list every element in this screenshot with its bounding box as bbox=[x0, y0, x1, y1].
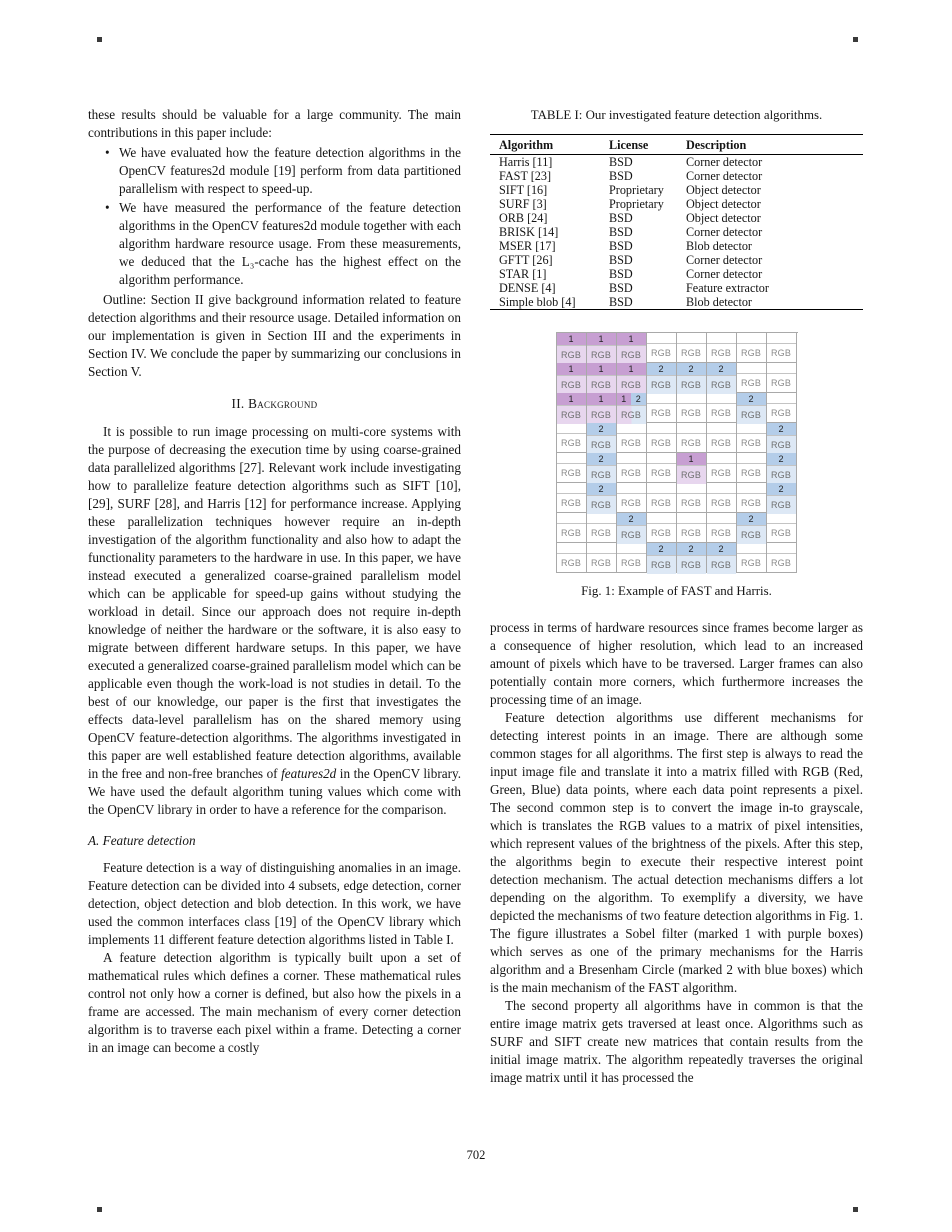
pixel-marker-empty bbox=[647, 393, 676, 404]
table-row bbox=[490, 169, 863, 183]
pixel-cell bbox=[617, 363, 647, 393]
pixel-marker-empty bbox=[677, 483, 706, 494]
pixel-rgb-label: RGB bbox=[587, 346, 616, 364]
pixel-rgb-label: RGB bbox=[710, 408, 732, 418]
pixel-marker-empty bbox=[557, 453, 586, 464]
pixel-marker-empty bbox=[707, 333, 736, 344]
pixel-rgb-label: RGB bbox=[647, 556, 676, 574]
pixel-rgb-label: RGB bbox=[740, 498, 762, 508]
pixel-cell bbox=[587, 483, 617, 513]
pixel-rgb-label: RGB bbox=[557, 376, 586, 394]
pixel-rgb-label: RGB bbox=[770, 558, 792, 568]
pixel-cell bbox=[707, 483, 737, 513]
pixel-cell bbox=[767, 363, 797, 393]
pixel-cell bbox=[557, 423, 587, 453]
pixel-marker: 1 bbox=[557, 333, 586, 346]
pixel-cell bbox=[677, 333, 707, 363]
pixel-marker: 1 bbox=[587, 363, 616, 376]
pixel-cell bbox=[737, 333, 767, 363]
table-cell: MSER [17] bbox=[499, 239, 556, 253]
pixel-marker-empty bbox=[647, 483, 676, 494]
pixel-cell bbox=[617, 453, 647, 483]
pixel-rgb-label: RGB bbox=[740, 348, 762, 358]
pixel-cell bbox=[647, 453, 677, 483]
pixel-rgb-label: RGB bbox=[740, 468, 762, 478]
pixel-marker-empty bbox=[647, 453, 676, 464]
pixel-marker: 2 bbox=[587, 453, 616, 466]
pixel-marker: 1 bbox=[617, 363, 646, 376]
table-header-row bbox=[490, 135, 863, 155]
subsection-heading-feature-detection: A. Feature detection bbox=[88, 833, 196, 848]
pixel-marker: 2 bbox=[737, 513, 766, 526]
table-cell: BSD bbox=[609, 225, 633, 239]
algorithms-table bbox=[490, 134, 863, 310]
pixel-rgb-label: RGB bbox=[620, 438, 642, 448]
left-column bbox=[88, 106, 461, 1087]
pixel-rgb-label: RGB bbox=[710, 438, 732, 448]
continuation-paragraph: these results should be valuable for a large community. The main contributions in this paper include: bbox=[88, 107, 461, 140]
pixel-marker: 1 bbox=[677, 453, 706, 466]
pixel-cell bbox=[647, 363, 677, 393]
pixel-rgb-label: RGB bbox=[770, 408, 792, 418]
table-cell: Object detector bbox=[686, 197, 761, 211]
pixel-rgb-label: RGB bbox=[737, 526, 766, 544]
pixel-cell bbox=[587, 333, 617, 363]
pixel-cell bbox=[587, 543, 617, 573]
pixel-cell bbox=[617, 513, 647, 543]
circle-marker: 2 bbox=[631, 393, 646, 405]
table-cell: Corner detector bbox=[686, 155, 763, 169]
features2d-italic-text: features2d bbox=[281, 766, 337, 781]
table-row bbox=[490, 211, 863, 225]
pixel-rgb-label: RGB bbox=[620, 558, 642, 568]
pixel-cell bbox=[677, 363, 707, 393]
pixel-marker: 2 bbox=[617, 513, 646, 526]
table-cell: Proprietary bbox=[609, 183, 664, 197]
pixel-cell bbox=[587, 393, 617, 423]
table-cell: BRISK [14] bbox=[499, 225, 559, 239]
traversal-paragraph: The second property all algorithms have in common is that the entire image matrix gets traversed at least once. Algorithms such as SURF and SIFT create new matrices that contain results from the initial image matrix. The algorithm repeatedly traverses the original image matrix until it has processed the bbox=[490, 998, 863, 1085]
mechanisms-paragraph: Feature detection algorithms use different mechanisms for detecting interest points in an image. There are although some common stages for all algorithms. The first step is always to read the input image file and translate it into a matrix filled with RGB (Red, Green, Blue) data points, where each data point represents a pixel. The second common step is to convert the image in-to grayscale, which is translates the RGB values to a matrix of pixel intensities, which represent values of the brightness of the pixels. After this step, the algorithms begin to execute their respective interest point detection mechanism. The actual detection mechanisms differs a lot depending on the algorithm. To exemplify a diversity, we have depicted the mechanisms of two feature detection algorithms in Fig. 1. The figure illustrates a Sobel filter (marked 1 with purple boxes) which serves as one of the primary mechanisms for the Harris algorithm and a Bresenham Circle (marked 2 with blue boxes) which is the main mechanism of the FAST algorithm. bbox=[490, 710, 863, 995]
pixel-cell bbox=[707, 543, 737, 573]
pixel-grid bbox=[556, 332, 798, 573]
pixel-cell bbox=[767, 543, 797, 573]
table-row bbox=[490, 225, 863, 239]
pixel-rgb-label: RGB bbox=[767, 496, 796, 514]
corner-mark bbox=[853, 1207, 858, 1212]
table-cell: BSD bbox=[609, 239, 633, 253]
pixel-marker: 2 bbox=[767, 423, 796, 436]
pixel-rgb-label: RGB bbox=[740, 438, 762, 448]
pixel-cell bbox=[587, 453, 617, 483]
pixel-rgb-label: RGB bbox=[560, 468, 582, 478]
pixel-rgb-label: RGB bbox=[767, 436, 796, 454]
pixel-rgb-label: RGB bbox=[677, 556, 706, 574]
pixel-rgb-label: RGB bbox=[587, 376, 616, 394]
feature-detection-paragraph-1: Feature detection is a way of distinguishing anomalies in an image. Feature detection can be divided into 4 subsets, edge detection, corner detection, object detection and blob detection. In this work, we have used the common interfaces class [19] of the OpenCV library which implements 11 different feature detection algorithms listed in Table I. bbox=[88, 860, 461, 947]
pixel-cell bbox=[557, 513, 587, 543]
table-cell: Proprietary bbox=[609, 197, 664, 211]
pixel-marker-empty bbox=[767, 363, 796, 374]
pixel-rgb-label: RGB bbox=[647, 376, 676, 394]
pixel-marker-empty bbox=[707, 423, 736, 434]
table-cell: BSD bbox=[609, 155, 633, 169]
table-cell: BSD bbox=[609, 253, 633, 267]
pixel-marker bbox=[617, 393, 646, 406]
pixel-rgb-label: RGB bbox=[770, 378, 792, 388]
pixel-rgb-label: RGB bbox=[620, 498, 642, 508]
pixel-cell bbox=[737, 513, 767, 543]
pixel-rgb-label: RGB bbox=[650, 498, 672, 508]
background-text-part1: It is possible to run image processing on multi-core systems with the purpose of decreasing the execution time by using coarse-grained data parallelized algorithms [27]. Relevant work include investigating how to parallelize feature detection algorithms such as SIFT [10], [29], SURF [28], and Harris [12] for performance increase. Applying these parallelization techniques however require an in-depth investigation of the algorithm functionality and also how to adapt the functionality parameters to the hardware in use. In this paper, we have instead executed a generalized coarse-grained parallelism model which can be applicable for speed-up gains without studying the workload in detail. Since our approach does not require in-depth knowledge of neither the hardware or the software, it is also easy to migrate between different hardware setups. In this paper, we have executed a generalized coarse-grained parallelism model which can be applicable even though the work-load is not studies in detail. To the best of our knowledge, our paper is the first that investigates the effects data-level parallelism has on the shared memory using OpenCV feature-detection algorithms. The algorithms investigated in this paper are well established feature detection algorithms, available in the free and non-free branches of bbox=[88, 424, 461, 781]
pixel-cell bbox=[737, 363, 767, 393]
pixel-cell bbox=[707, 513, 737, 543]
table-caption: TABLE I: Our investigated feature detection algorithms. bbox=[530, 108, 823, 122]
pixel-rgb-label: RGB bbox=[560, 558, 582, 568]
pixel-rgb-label: RGB bbox=[617, 406, 646, 424]
pixel-marker-empty bbox=[557, 423, 586, 434]
pixel-rgb-label: RGB bbox=[770, 528, 792, 538]
pixel-marker-empty bbox=[737, 333, 766, 344]
pixel-cell bbox=[677, 483, 707, 513]
pixel-rgb-label: RGB bbox=[617, 526, 646, 544]
pixel-marker-empty bbox=[617, 543, 646, 554]
table-cell: Object detector bbox=[686, 183, 761, 197]
pixel-marker-empty bbox=[557, 513, 586, 524]
process-paragraph: process in terms of hardware resources since frames become larger as a consequence of higher resolution, which lead to an increased amount of pixels which have to be traversed. Larger frames can also potentially contain more corners, which furthermore increases the processing time of an image. bbox=[490, 620, 863, 707]
pixel-cell bbox=[557, 543, 587, 573]
pixel-marker: 2 bbox=[767, 453, 796, 466]
pixel-cell bbox=[557, 483, 587, 513]
pixel-marker: 2 bbox=[707, 543, 736, 556]
pixel-cell bbox=[587, 423, 617, 453]
table-cell: BSD bbox=[609, 281, 633, 295]
pixel-cell bbox=[557, 453, 587, 483]
pixel-marker: 1 bbox=[557, 363, 586, 376]
pixel-cell bbox=[737, 423, 767, 453]
pixel-marker: 2 bbox=[677, 543, 706, 556]
corner-mark bbox=[97, 37, 102, 42]
table-row bbox=[490, 281, 863, 295]
pixel-cell bbox=[767, 333, 797, 363]
pixel-rgb-label: RGB bbox=[560, 438, 582, 448]
list-item: • We have measured the performance of the feature detection algorithms in the OpenCV features2d module together with each algorithm hardware resource usage. From these measurements, we deduced that the L₃-cache has the highest effect on the algorithm performance. bbox=[119, 199, 461, 289]
pixel-rgb-label: RGB bbox=[560, 528, 582, 538]
algorithms-table-body bbox=[490, 155, 863, 310]
pixel-cell bbox=[707, 363, 737, 393]
table-cell: BSD bbox=[609, 169, 633, 183]
table-cell: Corner detector bbox=[686, 253, 763, 267]
pixel-marker-empty bbox=[677, 423, 706, 434]
section-heading-background: II. Background bbox=[231, 396, 318, 411]
pixel-cell bbox=[737, 543, 767, 573]
column-header-algorithm: Algorithm bbox=[490, 135, 600, 155]
pixel-marker: 1 bbox=[557, 393, 586, 406]
pixel-cell bbox=[647, 513, 677, 543]
pixel-rgb-label: RGB bbox=[737, 406, 766, 424]
table-cell: Blob detector bbox=[686, 239, 752, 253]
table-row bbox=[490, 239, 863, 253]
two-column-layout bbox=[88, 106, 863, 1087]
pixel-cell bbox=[647, 393, 677, 423]
pixel-cell bbox=[707, 393, 737, 423]
pixel-cell bbox=[707, 423, 737, 453]
pixel-rgb-label: RGB bbox=[710, 498, 732, 508]
pixel-cell bbox=[617, 543, 647, 573]
pixel-cell bbox=[767, 423, 797, 453]
pixel-rgb-label: RGB bbox=[740, 558, 762, 568]
table-cell: BSD bbox=[609, 211, 633, 225]
pixel-rgb-label: RGB bbox=[740, 378, 762, 388]
table-cell: Corner detector bbox=[686, 267, 763, 281]
pixel-cell bbox=[677, 543, 707, 573]
pixel-marker-empty bbox=[737, 363, 766, 374]
table-cell: GFTT [26] bbox=[499, 253, 553, 267]
pixel-marker-empty bbox=[767, 393, 796, 404]
table-cell: FAST [23] bbox=[499, 169, 552, 183]
pixel-cell bbox=[737, 483, 767, 513]
pixel-cell bbox=[767, 483, 797, 513]
pixel-rgb-label: RGB bbox=[557, 346, 586, 364]
pixel-rgb-label: RGB bbox=[710, 468, 732, 478]
outline-paragraph: Outline: Section II give background information related to feature detection algorithms and their resource usage. Detailed information on our implementation is given in Section III and the experiments in Section IV. We conclude the paper by summarizing our conclusions in Section V. bbox=[88, 292, 461, 379]
pixel-rgb-label: RGB bbox=[707, 376, 736, 394]
pixel-rgb-label: RGB bbox=[620, 468, 642, 478]
table-row bbox=[490, 253, 863, 267]
feature-detection-paragraph-2: A feature detection algorithm is typically built upon a set of mathematical rules which defines a corner. These mathematical rules control not only how a corner is defined, but also how the pixels in a frame are accessed. The main mechanism of every corner detection algorithm is to traverse each pixel within a frame. Detecting a corner in an image can become a costly bbox=[88, 950, 461, 1055]
table-cell: Corner detector bbox=[686, 169, 763, 183]
pixel-rgb-label: RGB bbox=[650, 468, 672, 478]
pixel-rgb-label: RGB bbox=[650, 348, 672, 358]
corner-mark bbox=[97, 1207, 102, 1212]
pixel-rgb-label: RGB bbox=[617, 346, 646, 364]
pixel-cell bbox=[677, 423, 707, 453]
pixel-rgb-label: RGB bbox=[707, 556, 736, 574]
column-header-license: License bbox=[600, 135, 677, 155]
table-cell: Feature extractor bbox=[686, 281, 769, 295]
pixel-rgb-label: RGB bbox=[560, 498, 582, 508]
pixel-marker-empty bbox=[767, 513, 796, 524]
pixel-rgb-label: RGB bbox=[677, 466, 706, 484]
corner-mark bbox=[853, 37, 858, 42]
pixel-marker-empty bbox=[647, 423, 676, 434]
pixel-rgb-label: RGB bbox=[680, 348, 702, 358]
pixel-marker: 1 bbox=[587, 393, 616, 406]
pixel-rgb-label: RGB bbox=[710, 528, 732, 538]
pixel-cell bbox=[767, 453, 797, 483]
list-item: • We have evaluated how the feature detection algorithms in the OpenCV features2d module [19] perform from data partitioned parallelism with respect to speed-up. bbox=[119, 144, 461, 198]
pixel-cell bbox=[617, 393, 647, 423]
pixel-rgb-label: RGB bbox=[587, 436, 616, 454]
pixel-marker-empty bbox=[707, 393, 736, 404]
figure-1 bbox=[556, 332, 798, 573]
pixel-marker: 2 bbox=[647, 543, 676, 556]
background-paragraph bbox=[88, 423, 461, 819]
pixel-cell bbox=[737, 393, 767, 423]
background-text-part2: in the OpenCV library. We have used the default algorithm tuning values which come with the OpenCV library in order to have a reference for the comparison. bbox=[88, 766, 461, 817]
pixel-marker-empty bbox=[677, 333, 706, 344]
pixel-cell bbox=[647, 543, 677, 573]
pixel-marker: 2 bbox=[767, 483, 796, 496]
table-cell: Object detector bbox=[686, 211, 761, 225]
table-cell: Harris [11] bbox=[499, 155, 553, 169]
pixel-rgb-label: RGB bbox=[680, 438, 702, 448]
table-cell: BSD bbox=[609, 267, 633, 281]
pixel-marker-empty bbox=[557, 543, 586, 554]
pixel-marker-empty bbox=[647, 333, 676, 344]
pixel-rgb-label: RGB bbox=[650, 438, 672, 448]
pixel-marker-empty bbox=[737, 453, 766, 464]
pixel-marker: 1 bbox=[587, 333, 616, 346]
table-cell: Blob detector bbox=[686, 295, 752, 309]
table-row bbox=[490, 183, 863, 197]
pixel-cell bbox=[677, 453, 707, 483]
pixel-rgb-label: RGB bbox=[617, 376, 646, 394]
pixel-cell bbox=[617, 333, 647, 363]
table-cell: ORB [24] bbox=[499, 211, 548, 225]
pixel-cell bbox=[707, 453, 737, 483]
table-cell: STAR [1] bbox=[499, 267, 547, 281]
pixel-cell bbox=[677, 393, 707, 423]
pixel-rgb-label: RGB bbox=[680, 498, 702, 508]
pixel-marker: 2 bbox=[587, 483, 616, 496]
pixel-cell bbox=[587, 513, 617, 543]
pixel-marker-empty bbox=[677, 393, 706, 404]
pixel-marker-empty bbox=[677, 513, 706, 524]
pixel-rgb-label: RGB bbox=[710, 348, 732, 358]
pixel-rgb-label: RGB bbox=[587, 466, 616, 484]
pixel-cell bbox=[557, 393, 587, 423]
table-row bbox=[490, 155, 863, 170]
pixel-marker-empty bbox=[737, 423, 766, 434]
pixel-cell bbox=[767, 393, 797, 423]
pixel-cell bbox=[647, 423, 677, 453]
pixel-marker-empty bbox=[767, 543, 796, 554]
pixel-cell bbox=[617, 423, 647, 453]
pixel-rgb-label: RGB bbox=[680, 408, 702, 418]
pixel-rgb-label: RGB bbox=[587, 406, 616, 424]
table-cell: SIFT [16] bbox=[499, 183, 548, 197]
column-header-description: Description bbox=[677, 135, 863, 155]
pixel-marker-empty bbox=[647, 513, 676, 524]
pixel-cell bbox=[647, 333, 677, 363]
table-row bbox=[490, 295, 863, 310]
pixel-cell bbox=[557, 333, 587, 363]
contributions-list bbox=[88, 144, 461, 289]
pixel-cell bbox=[587, 363, 617, 393]
table-cell: Corner detector bbox=[686, 225, 763, 239]
pixel-marker-empty bbox=[707, 513, 736, 524]
pixel-marker-empty bbox=[587, 513, 616, 524]
pixel-marker-empty bbox=[557, 483, 586, 494]
pixel-marker: 2 bbox=[647, 363, 676, 376]
pixel-rgb-label: RGB bbox=[590, 528, 612, 538]
pixel-marker: 1 bbox=[617, 333, 646, 346]
pixel-marker-empty bbox=[737, 543, 766, 554]
pixel-marker: 2 bbox=[707, 363, 736, 376]
pixel-cell bbox=[617, 483, 647, 513]
pixel-rgb-label: RGB bbox=[677, 376, 706, 394]
pixel-rgb-label: RGB bbox=[590, 558, 612, 568]
right-column bbox=[490, 106, 863, 1087]
pixel-cell bbox=[767, 513, 797, 543]
table-cell: BSD bbox=[609, 295, 633, 309]
pixel-marker-empty bbox=[617, 483, 646, 494]
pixel-marker-empty bbox=[737, 483, 766, 494]
pixel-marker-empty bbox=[707, 483, 736, 494]
pixel-marker: 2 bbox=[677, 363, 706, 376]
pixel-marker-empty bbox=[707, 453, 736, 464]
pixel-marker-empty bbox=[767, 333, 796, 344]
pixel-cell bbox=[707, 333, 737, 363]
figure-caption: Fig. 1: Example of FAST and Harris. bbox=[581, 584, 772, 598]
pixel-cell bbox=[557, 363, 587, 393]
table-cell: Simple blob [4] bbox=[499, 295, 576, 309]
table-row bbox=[490, 197, 863, 211]
page-number: 702 bbox=[466, 1148, 486, 1162]
pixel-rgb-label: RGB bbox=[680, 528, 702, 538]
table-cell: DENSE [4] bbox=[499, 281, 556, 295]
pixel-rgb-label: RGB bbox=[650, 528, 672, 538]
pixel-cell bbox=[737, 453, 767, 483]
pixel-marker-empty bbox=[617, 423, 646, 434]
pixel-cell bbox=[647, 483, 677, 513]
pixel-rgb-label: RGB bbox=[650, 408, 672, 418]
pixel-marker-empty bbox=[617, 453, 646, 464]
pixel-cell bbox=[677, 513, 707, 543]
pixel-rgb-label: RGB bbox=[587, 496, 616, 514]
sobel-marker: 1 bbox=[617, 393, 632, 405]
pixel-rgb-label: RGB bbox=[767, 466, 796, 484]
pixel-marker-empty bbox=[587, 543, 616, 554]
pixel-marker: 2 bbox=[587, 423, 616, 436]
pixel-rgb-label: RGB bbox=[770, 348, 792, 358]
pixel-rgb-label: RGB bbox=[557, 406, 586, 424]
pixel-marker: 2 bbox=[737, 393, 766, 406]
table-head bbox=[490, 135, 863, 155]
table-cell: SURF [3] bbox=[499, 197, 547, 211]
table-row bbox=[490, 267, 863, 281]
